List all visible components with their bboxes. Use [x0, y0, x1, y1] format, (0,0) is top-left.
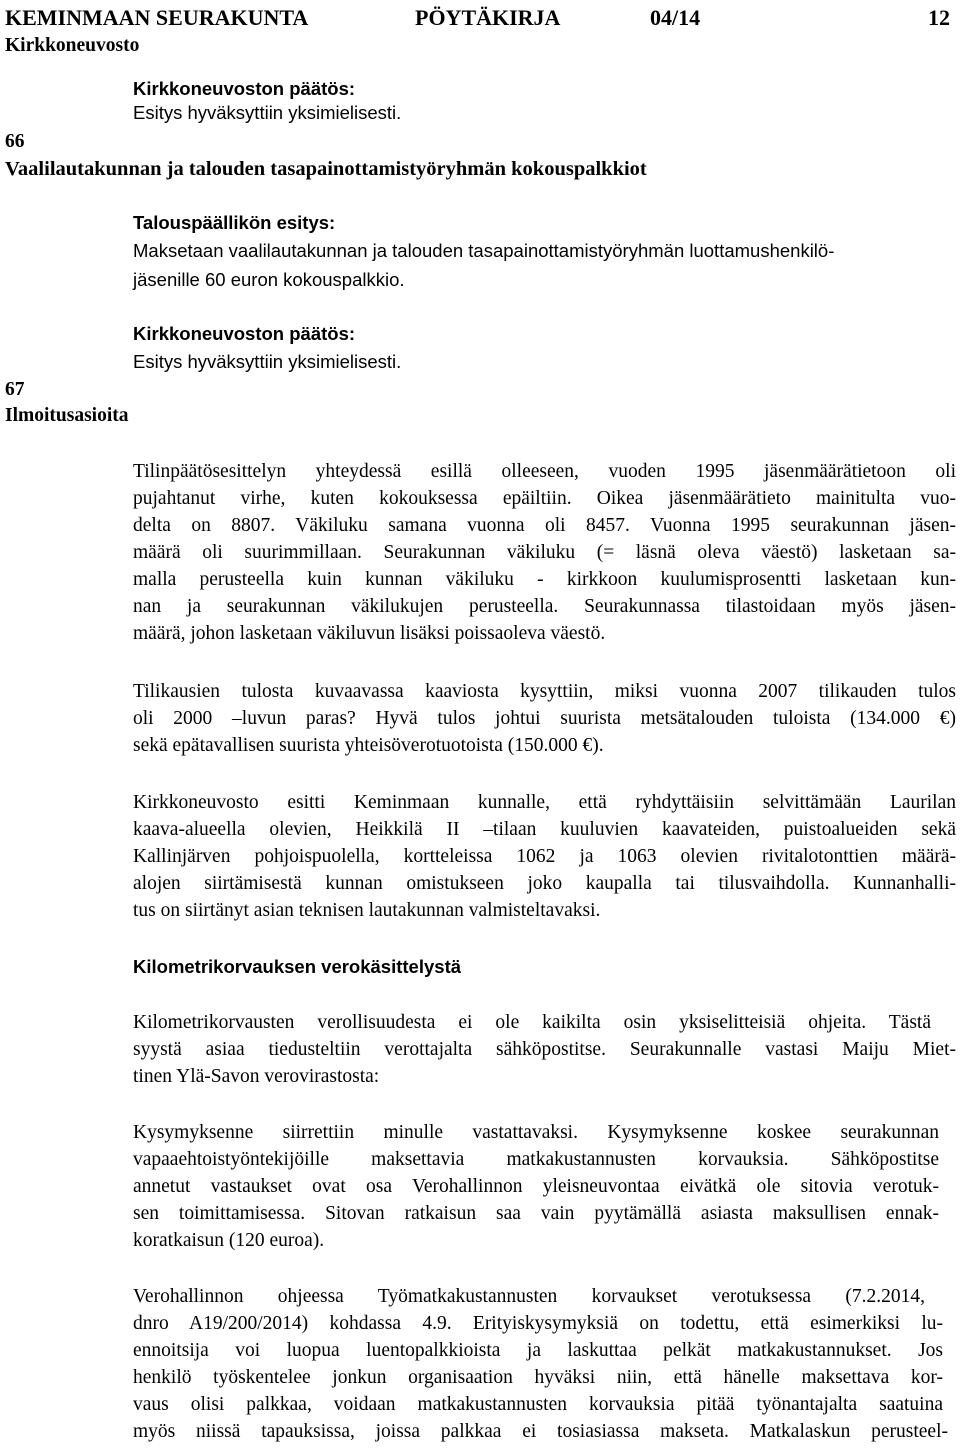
- prev-decision-heading: Kirkkoneuvoston päätös:: [133, 78, 356, 99]
- paragraph-line: Kilometrikorvausten verollisuudesta ei ole kaikilta osin yksiselitteisiä ohjeita. Tästä: [133, 1012, 931, 1033]
- paragraph-line: määrä oli suurimmillaan. Seurakunnan väkiluku (= läsnä oleva väestö) lasketaan sa-: [133, 542, 956, 563]
- section-66-proposal-heading: Talouspäällikön esitys:: [133, 212, 336, 233]
- section-67-number: 67: [5, 379, 25, 400]
- paragraph-line: sen toimittamisessa. Sitovan ratkaisun saa vain pyytämällä asiasta maksullisen ennak-: [133, 1203, 939, 1224]
- header-body: Kirkkoneuvosto: [5, 35, 140, 56]
- paragraph-line: ennoitsija voi luopua luentopalkkioista ja laskuttaa pelkät matkakustannukset. Jos: [133, 1340, 943, 1361]
- header-org: KEMINMAAN SEURAKUNTA: [5, 5, 309, 30]
- section-66-decision-heading: Kirkkoneuvoston päätös:: [133, 323, 356, 344]
- prev-decision-text: Esitys hyväksyttiin yksimielisesti.: [133, 102, 402, 123]
- header-page-number: 12: [928, 5, 950, 30]
- paragraph-line: Kallinjärven pohjoispuolella, kortteleissa 1062 ja 1063 olevien rivitalotonttien määrä-: [133, 846, 956, 867]
- paragraph-line: delta on 8807. Väkiluku samana vuonna oli 8457. Vuonna 1995 seurakunnan jäsen-: [133, 515, 956, 536]
- header-doc-type: PÖYTÄKIRJA: [415, 5, 561, 30]
- subheading: Kilometrikorvauksen verokäsittelystä: [133, 956, 462, 977]
- paragraph-line: syystä asiaa tiedusteltiin verottajalta sähköpostitse. Seurakunnalle vastasi Maiju Miet-: [133, 1039, 956, 1060]
- paragraph-line: annetut vastaukset ovat osa Verohallinnon yleisneuvontaa eivätkä ole sitovia verotuk-: [133, 1176, 939, 1197]
- section-66-proposal-line: Maksetaan vaalilautakunnan ja talouden tasapainottamistyöryhmän luottamushenkilö-: [133, 240, 835, 261]
- paragraph-line: Tilikausien tulosta kuvaavassa kaaviosta kysyttiin, miksi vuonna 2007 tilikauden tulos: [133, 681, 956, 702]
- section-67-title: Ilmoitusasioita: [5, 405, 129, 426]
- paragraph-line: Kysymyksenne siirrettiin minulle vastattavaksi. Kysymyksenne koskee seurakunnan: [133, 1122, 939, 1143]
- paragraph-line: Verohallinnon ohjeessa Työmatkakustannusten korvaukset verotuksessa (7.2.2014,: [133, 1286, 925, 1307]
- paragraph-line: oli 2000 –luvun paras? Hyvä tulos johtui suurista metsätalouden tuloista (134.000 €): [133, 708, 956, 729]
- section-66-title: Vaalilautakunnan ja talouden tasapainottamistyöryhmän kokouspalkkiot: [5, 158, 647, 180]
- paragraph-line: kaava-alueella olevien, Heikkilä II –tilaan kuuluvien kaavateiden, puistoalueiden sekä: [133, 819, 956, 840]
- paragraph-line: pujahtanut virhe, kuten kokouksessa epäiltiin. Oikea jäsenmäärätieto mainitulta vuo-: [133, 488, 956, 509]
- section-66-proposal-line: jäsenille 60 euron kokouspalkkio.: [133, 269, 405, 290]
- section-66-number: 66: [5, 131, 25, 152]
- paragraph-line: määrä, johon lasketaan väkiluvun lisäksi poissaoleva väestö.: [133, 623, 606, 644]
- paragraph-line: koratkaisun (120 euroa).: [133, 1230, 325, 1251]
- paragraph-line: dnro A19/200/2014) kohdassa 4.9. Erityiskysymyksiä on todettu, että esimerkiksi lu-: [133, 1313, 943, 1334]
- paragraph-line: malla perusteella kuin kunnan väkiluku - kirkkoon kuulumisprosentti lasketaan kun-: [133, 569, 956, 590]
- paragraph-line: sekä epätavallisen suurista yhteisöverotuotoista (150.000 €).: [133, 735, 604, 756]
- header-issue: 04/14: [650, 5, 701, 30]
- paragraph-line: vapaaehtoistyöntekijöille maksettavia matkakustannusten korvauksia. Sähköpostitse: [133, 1149, 939, 1170]
- paragraph-line: Kirkkoneuvosto esitti Keminmaan kunnalle, että ryhdyttäisiin selvittämään Laurilan: [133, 792, 956, 813]
- paragraph-line: myös niissä tapauksissa, joissa palkkaa ei tosiasiassa makseta. Matkalaskun perusteel-: [133, 1421, 948, 1442]
- paragraph-line: vaus olisi palkkaa, voidaan matkakustannusten korvauksia pitää työnantajalta saatuina: [133, 1394, 943, 1415]
- paragraph-line: nan ja seurakunnan väkilukujen perusteella. Seurakunnassa tilastoidaan myös jäsen-: [133, 596, 956, 617]
- paragraph-line: alojen siirtämisestä kunnan omistukseen joko kaupalla tai tilusvaihdolla. Kunnanhalli-: [133, 873, 956, 894]
- paragraph-line: tinen Ylä-Savon verovirastosta:: [133, 1066, 380, 1087]
- paragraph-line: Tilinpäätösesittelyn yhteydessä esillä olleeseen, vuoden 1995 jäsenmäärätietoon oli: [133, 461, 956, 482]
- section-66-decision-text: Esitys hyväksyttiin yksimielisesti.: [133, 351, 402, 372]
- paragraph-line: henkilö työskentelee jonkun organisaation hyväksi niin, että hänelle maksettava kor-: [133, 1367, 943, 1388]
- paragraph-line: tus on siirtänyt asian teknisen lautakunnan valmisteltavaksi.: [133, 900, 601, 921]
